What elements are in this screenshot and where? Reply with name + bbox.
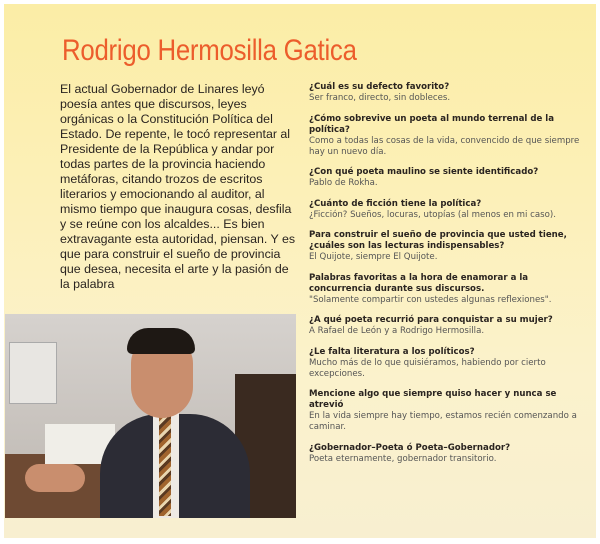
question: ¿A qué poeta recurrió para conquistar a su mujer? (309, 315, 553, 325)
qa-item (309, 114, 589, 158)
question: ¿Cómo sobrevive un poeta al mundo terrenal de la política? (309, 113, 555, 135)
answer: En la vida siempre hay tiempo, estamos recién comenzando a caminar. (309, 411, 577, 432)
photo-hair (127, 328, 195, 354)
magazine-page (4, 4, 596, 538)
answer: Mucho más de lo que quisiéramos, habiendo por cierto excepciones. (309, 357, 546, 379)
qa-item (309, 347, 589, 380)
question: Palabras favoritas a la hora de enamorar a la concurrencia durante sus discursos. (309, 272, 529, 294)
question: Mencione algo que siempre quiso hacer y nunca se atrevió (309, 389, 557, 410)
question: ¿Con qué poeta maulino se siente identificado? (309, 167, 539, 177)
qa-item (309, 230, 589, 263)
qa-item (309, 82, 589, 104)
qa-item (309, 273, 589, 306)
qa-item (309, 389, 589, 433)
interview-column (309, 82, 589, 474)
article-title: Rodrigo Hermosilla Gatica (62, 34, 357, 67)
question: ¿Gobernador–Poeta ó Poeta–Gobernador? (309, 442, 511, 453)
qa-item (309, 167, 589, 189)
answer: El Quijote, siempre El Quijote. (309, 252, 438, 262)
question: ¿Le falta literatura a los políticos? (309, 346, 475, 357)
photo-hand (25, 464, 85, 492)
question: ¿Cuánto de ficción tiene la política? (309, 198, 482, 209)
answer: Ser franco, directo, sin dobleces. (309, 93, 451, 103)
answer: Como a todas las cosas de la vida, convencido de que siempre hay un nuevo día. (309, 135, 580, 157)
question: ¿Cuál es su defecto favorito? (309, 82, 450, 92)
photo-tie (159, 416, 171, 516)
answer: ¿Ficción? Sueños, locuras, utopías (al menos en mi caso). (309, 209, 556, 220)
question: Para construir el sueño de provincia que usted tiene, ¿cuáles son las lecturas indispensables? (309, 230, 567, 251)
qa-item (309, 443, 589, 465)
answer: Poeta eternamente, gobernador transitorio. (309, 453, 497, 464)
answer: A Rafael de León y a Rodrigo Hermosilla. (309, 326, 485, 336)
lead-paragraph: El actual Gobernador de Linares leyó poesía antes que discursos, leyes orgánicas o la Constitución Política del Estado. De repente, le tocó representar al Presidente de la República y andar por todas partes de la provincia haciendo metáforas, citando trozos de escritos literarios y emocionando al auditor, al mismo tiempo que inaugura cosas, desfila y se reúne con los alcaldes... Es bien extravagante esta autoridad, piensan. Y es que para construir el sueño de provincia que desea, necesita el arte y la pasión de la palabra (60, 82, 296, 291)
qa-item (309, 199, 589, 221)
qa-item (309, 315, 589, 337)
answer: Pablo de Rokha. (309, 178, 378, 188)
answer: "Solamente compartir con ustedes algunas reflexiones". (309, 294, 552, 305)
photo-computer-monitor (9, 342, 57, 404)
portrait-photo (5, 314, 296, 518)
